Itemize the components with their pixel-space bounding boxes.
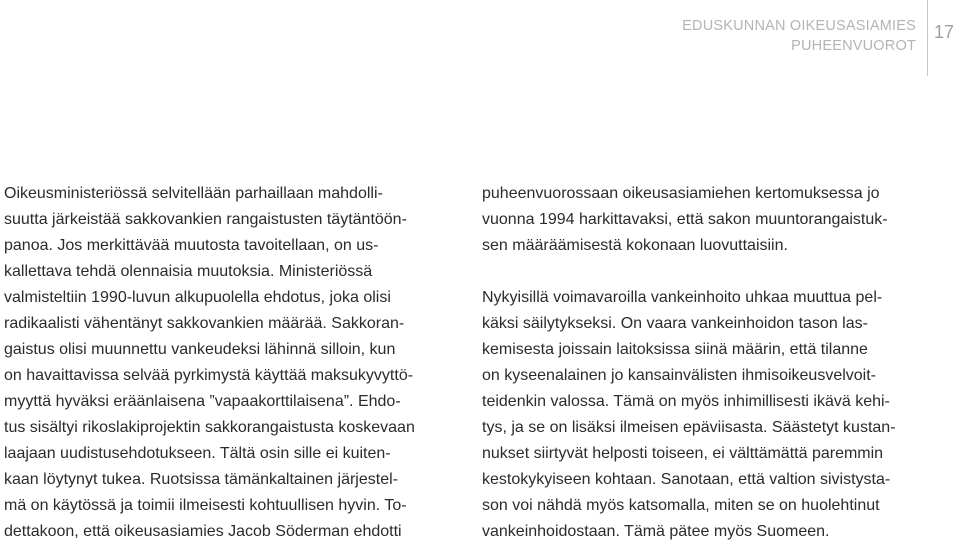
paragraph-1 bbox=[482, 181, 922, 259]
text-line: käksi säilytykseksi. On vaara vankeinhoidon tason las- bbox=[482, 315, 868, 332]
text-line: vuonna 1994 harkittavaksi, että sakon muuntorangaistuk- bbox=[482, 211, 888, 228]
text-line: gaistus olisi muunnettu vankeudeksi lähinnä silloin, kun bbox=[4, 341, 396, 358]
text-line: myyttä hyväksi eräänlaisena ”vapaakorttilaisena”. Ehdo- bbox=[4, 393, 401, 410]
text-line: panoa. Jos merkittävää muutosta tavoitellaan, on us- bbox=[4, 237, 379, 254]
text-line: puheenvuorossaan oikeusasiamiehen kertomuksessa jo bbox=[482, 185, 880, 202]
running-header bbox=[682, 16, 916, 56]
text-line: radikaalisti vähentänyt sakkovankien määrää. Sakkoran- bbox=[4, 315, 405, 332]
text-line: kallettava tehdä olennaisia muutoksia. Ministeriössä bbox=[4, 263, 373, 280]
text-line: Oikeusministeriössä selvitellään parhaillaan mahdolli- bbox=[4, 185, 383, 202]
header-section: PUHEENVUOROT bbox=[791, 38, 916, 54]
text-line: tys, ja se on lisäksi ilmeisen epäviisasta. Säästetyt kustan- bbox=[482, 419, 896, 436]
page-number: 17 bbox=[934, 22, 955, 42]
text-line: kaan löytynyt tukea. Ruotsissa tämänkaltainen järjestel- bbox=[4, 471, 398, 488]
text-line: sen määräämisestä kokonaan luovuttaisiin. bbox=[482, 237, 788, 254]
text-line: Nykyisillä voimavaroilla vankeinhoito uhkaa muuttua pel- bbox=[482, 289, 883, 306]
text-line: on kyseenalainen jo kansainvälisten ihmisoikeusvelvoit- bbox=[482, 367, 876, 384]
text-line: dettakoon, että oikeusasiamies Jacob Söderman ehdotti bbox=[4, 523, 402, 540]
paragraph-gap bbox=[482, 259, 922, 285]
text-line: laajaan uudistusehdotukseen. Tältä osin sille ei kuiten- bbox=[4, 445, 391, 462]
text-line: suutta järkeistää sakkovankien rangaistusten täytäntöön- bbox=[4, 211, 407, 228]
paragraph-2 bbox=[482, 285, 922, 545]
text-line: kemisesta joissain laitoksissa siinä määrin, että tilanne bbox=[482, 341, 868, 358]
text-line: teidenkin valossa. Tämä on myös inhimillisesti ikävä kehi- bbox=[482, 393, 890, 410]
header-publisher: EDUSKUNNAN OIKEUSASIAMIES bbox=[682, 18, 916, 34]
text-line: mä on käytössä ja toimii ilmeisesti kohtuullisen hyvin. To- bbox=[4, 497, 407, 514]
text-line: nukset siirtyvät helposti toiseen, ei välttämättä paremmin bbox=[482, 445, 884, 462]
text-line: valmisteltiin 1990-luvun alkupuolella ehdotus, joka olisi bbox=[4, 289, 391, 306]
text-line: on havaittavissa selvää pyrkimystä käyttää maksukyvyttö- bbox=[4, 367, 414, 384]
text-line: son voi nähdä myös katsomalla, miten se on huolehtinut bbox=[482, 497, 880, 514]
left-text-column bbox=[4, 181, 449, 545]
text-line: vankeinhoidostaan. Tämä pätee myös Suomeen. bbox=[482, 523, 830, 540]
text-line: kestokykyiseen kohtaan. Sanotaan, että valtion sivistysta- bbox=[482, 471, 891, 488]
header-divider bbox=[927, 0, 928, 76]
text-line: tus sisältyi rikoslakiprojektin sakkorangaistusta koskevaan bbox=[4, 419, 415, 436]
right-text-column bbox=[482, 181, 922, 545]
